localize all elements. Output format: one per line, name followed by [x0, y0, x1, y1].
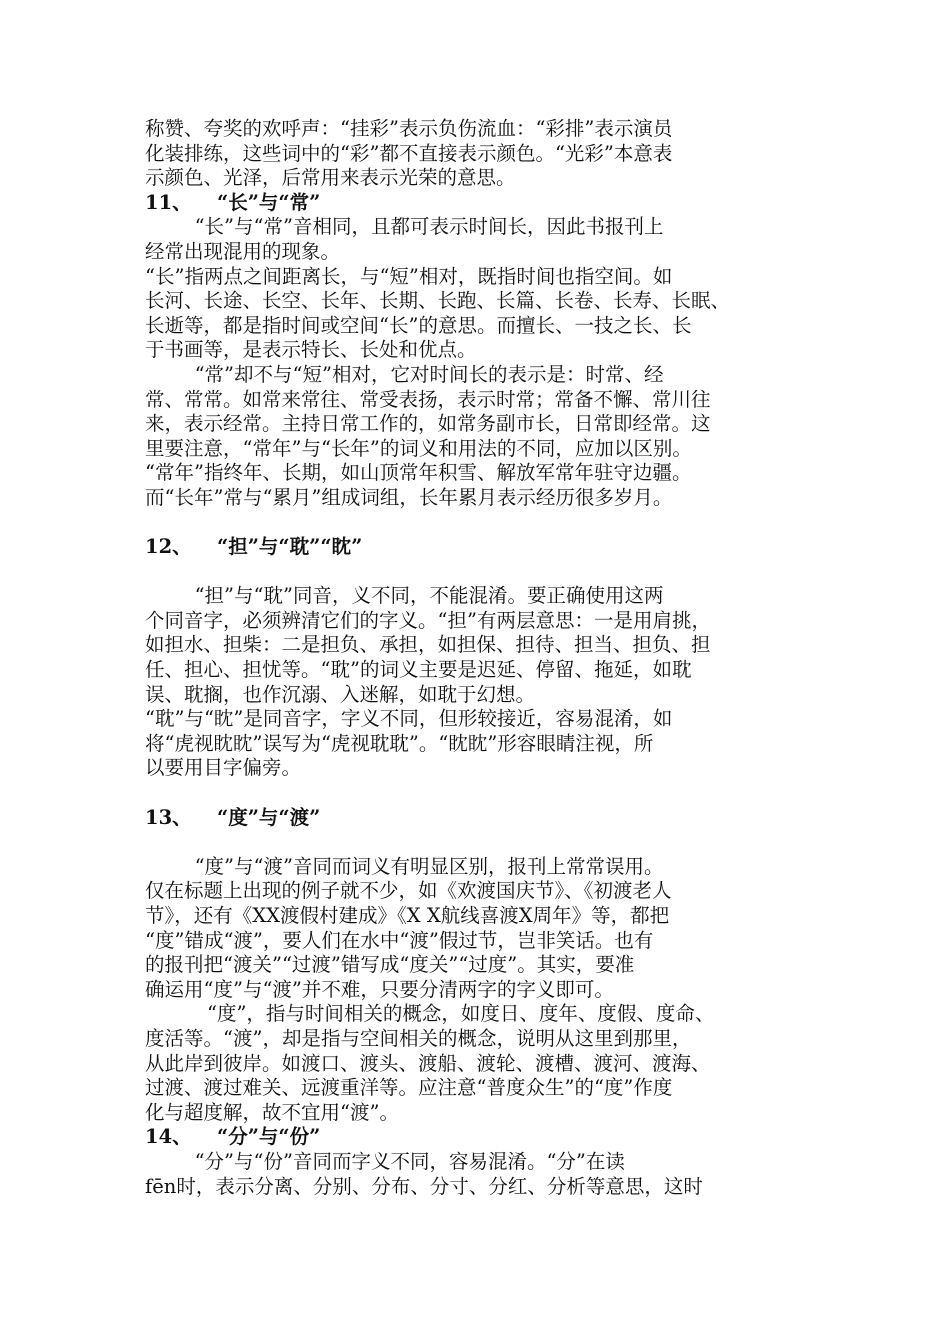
section-heading — [145, 1125, 820, 1150]
paragraph — [145, 1150, 820, 1199]
section-number: 14、 — [145, 1125, 192, 1149]
section-heading — [145, 535, 820, 560]
paragraph-line: “长”指两点之间距离长，与“短”相对，既指时间也指空间。如 — [145, 264, 673, 288]
section-heading — [145, 806, 820, 831]
paragraph-line: 从此岸到彼岸。如渡口、渡头、渡船、渡轮、渡槽、渡河、渡海、 — [145, 1051, 711, 1075]
paragraph — [145, 215, 820, 510]
paragraph-line: 来，表示经常。主持日常工作的，如常务副市长，日常即经常。这 — [145, 412, 711, 436]
paragraph-line: 以要用目字偏旁。 — [145, 756, 302, 780]
paragraph-line: “常”却不与“短”相对，它对时间长的表示是：时常、经 — [145, 362, 664, 386]
paragraph-line: “度”，指与时间相关的概念，如度日、度年、度假、度命、 — [145, 1002, 715, 1026]
section-title: “担”与“耽”“眈” — [217, 535, 363, 559]
document-body — [145, 117, 820, 1199]
paragraph — [145, 855, 820, 1126]
paragraph-spacer — [145, 830, 820, 855]
paragraph-line: “长”与“常”音相同，且都可表示时间长，因此书报刊上 — [145, 215, 664, 239]
paragraph-spacer — [145, 781, 820, 806]
section-title: “分”与“份” — [217, 1125, 321, 1149]
paragraph-line: 过渡、渡过难关、远渡重洋等。应注意“普度众生”的“度”作度 — [145, 1076, 673, 1100]
paragraph-line: 化装排练，这些词中的“彩”都不直接表示颜色。“光彩”本意表 — [145, 141, 673, 165]
paragraph-line: 而“长年”常与“累月”组成词组，长年累月表示经历很多岁月。 — [145, 485, 673, 509]
paragraph-line: 度活等。“渡”，却是指与空间相关的概念，说明从这里到那里， — [145, 1026, 692, 1050]
section-title: “长”与“常” — [217, 190, 321, 214]
section-heading — [145, 191, 820, 216]
paragraph — [145, 117, 820, 191]
section-number: 11、 — [145, 190, 192, 214]
paragraph-line: “度”错成“渡”，要人们在水中“渡”假过节，岂非笑话。也有 — [145, 928, 654, 952]
paragraph-line: “耽”与“眈”是同音字，字义不同，但形较接近，容易混淆，如 — [145, 707, 673, 731]
paragraph — [145, 584, 820, 781]
paragraph-line: 节》，还有《XX渡假村建成》《X X航线喜渡X周年》等，都把 — [145, 904, 670, 927]
section-title: “度”与“渡” — [217, 805, 321, 829]
paragraph-line: 仅在标题上出现的例子就不少，如《欢渡国庆节》、《初渡老人 — [145, 879, 672, 903]
paragraph-line: 示颜色、光泽，后常用来表示光荣的意思。 — [145, 166, 516, 190]
paragraph-line: 于书画等，是表示特长、长处和优点。 — [145, 338, 477, 362]
paragraph-line: 将“虎视眈眈”误写为“虎视耽耽”。“眈眈”形容眼睛注视，所 — [145, 731, 654, 755]
paragraph-line: 确运用“度”与“渡”并不难，只要分清两字的字义即可。 — [145, 977, 614, 1001]
section-number: 13、 — [145, 805, 192, 829]
paragraph-line: 常、常常。如常来常往、常受表扬，表示时常；常备不懈、常川往 — [145, 387, 711, 411]
paragraph-line: “分”与“份”音同而字义不同，容易混淆。“分”在读 — [145, 1149, 625, 1173]
paragraph-line: fēn时，表示分离、分别、分布、分寸、分红、分析等意思，这时 — [145, 1174, 703, 1198]
section-number: 12、 — [145, 535, 192, 559]
paragraph-line: 如担水、担柴：二是担负、承担，如担保、担待、担当、担负、担 — [145, 633, 711, 657]
paragraph-spacer — [145, 511, 820, 536]
paragraph-spacer — [145, 560, 820, 585]
paragraph-line: 经常出现混用的现象。 — [145, 239, 341, 263]
paragraph-line: 长河、长途、长空、长年、长期、长跑、长篇、长卷、长寿、长眠、 — [145, 289, 731, 313]
paragraph-line: “度”与“渡”音同而词义有明显区别，报刊上常常误用。 — [145, 854, 664, 878]
paragraph-line: 化与超度解，故不宜用“渡”。 — [145, 1100, 399, 1124]
paragraph-line: 长逝等，都是指时间或空间“长”的意思。而擅长、一技之长、长 — [145, 313, 692, 337]
paragraph-line: 里要注意，“常年”与“长年”的词义和用法的不同，应加以区别。 — [145, 436, 692, 460]
paragraph-line: 任、担心、担忧等。“耽”的词义主要是迟延、停留、拖延，如耽 — [145, 658, 692, 682]
paragraph-line: 的报刊把“渡关”“过渡”错写成“度关”“过度”。其实，要准 — [145, 953, 635, 977]
paragraph-line: 称赞、夸奖的欢呼声：“挂彩”表示负伤流血：“彩排”表示演员 — [145, 117, 673, 140]
paragraph-line: “担”与“耽”同音，义不同，不能混淆。要正确使用这两 — [145, 584, 664, 608]
paragraph-line: 个同音字，必须辨清它们的字义。“担”有两层意思：一是用肩挑， — [145, 608, 711, 632]
paragraph-line: 误、耽搁，也作沉溺、入迷解，如耽于幻想。 — [145, 682, 536, 706]
paragraph-line: “常年”指终年、长期，如山顶常年积雪、解放军常年驻守边疆。 — [145, 461, 692, 485]
